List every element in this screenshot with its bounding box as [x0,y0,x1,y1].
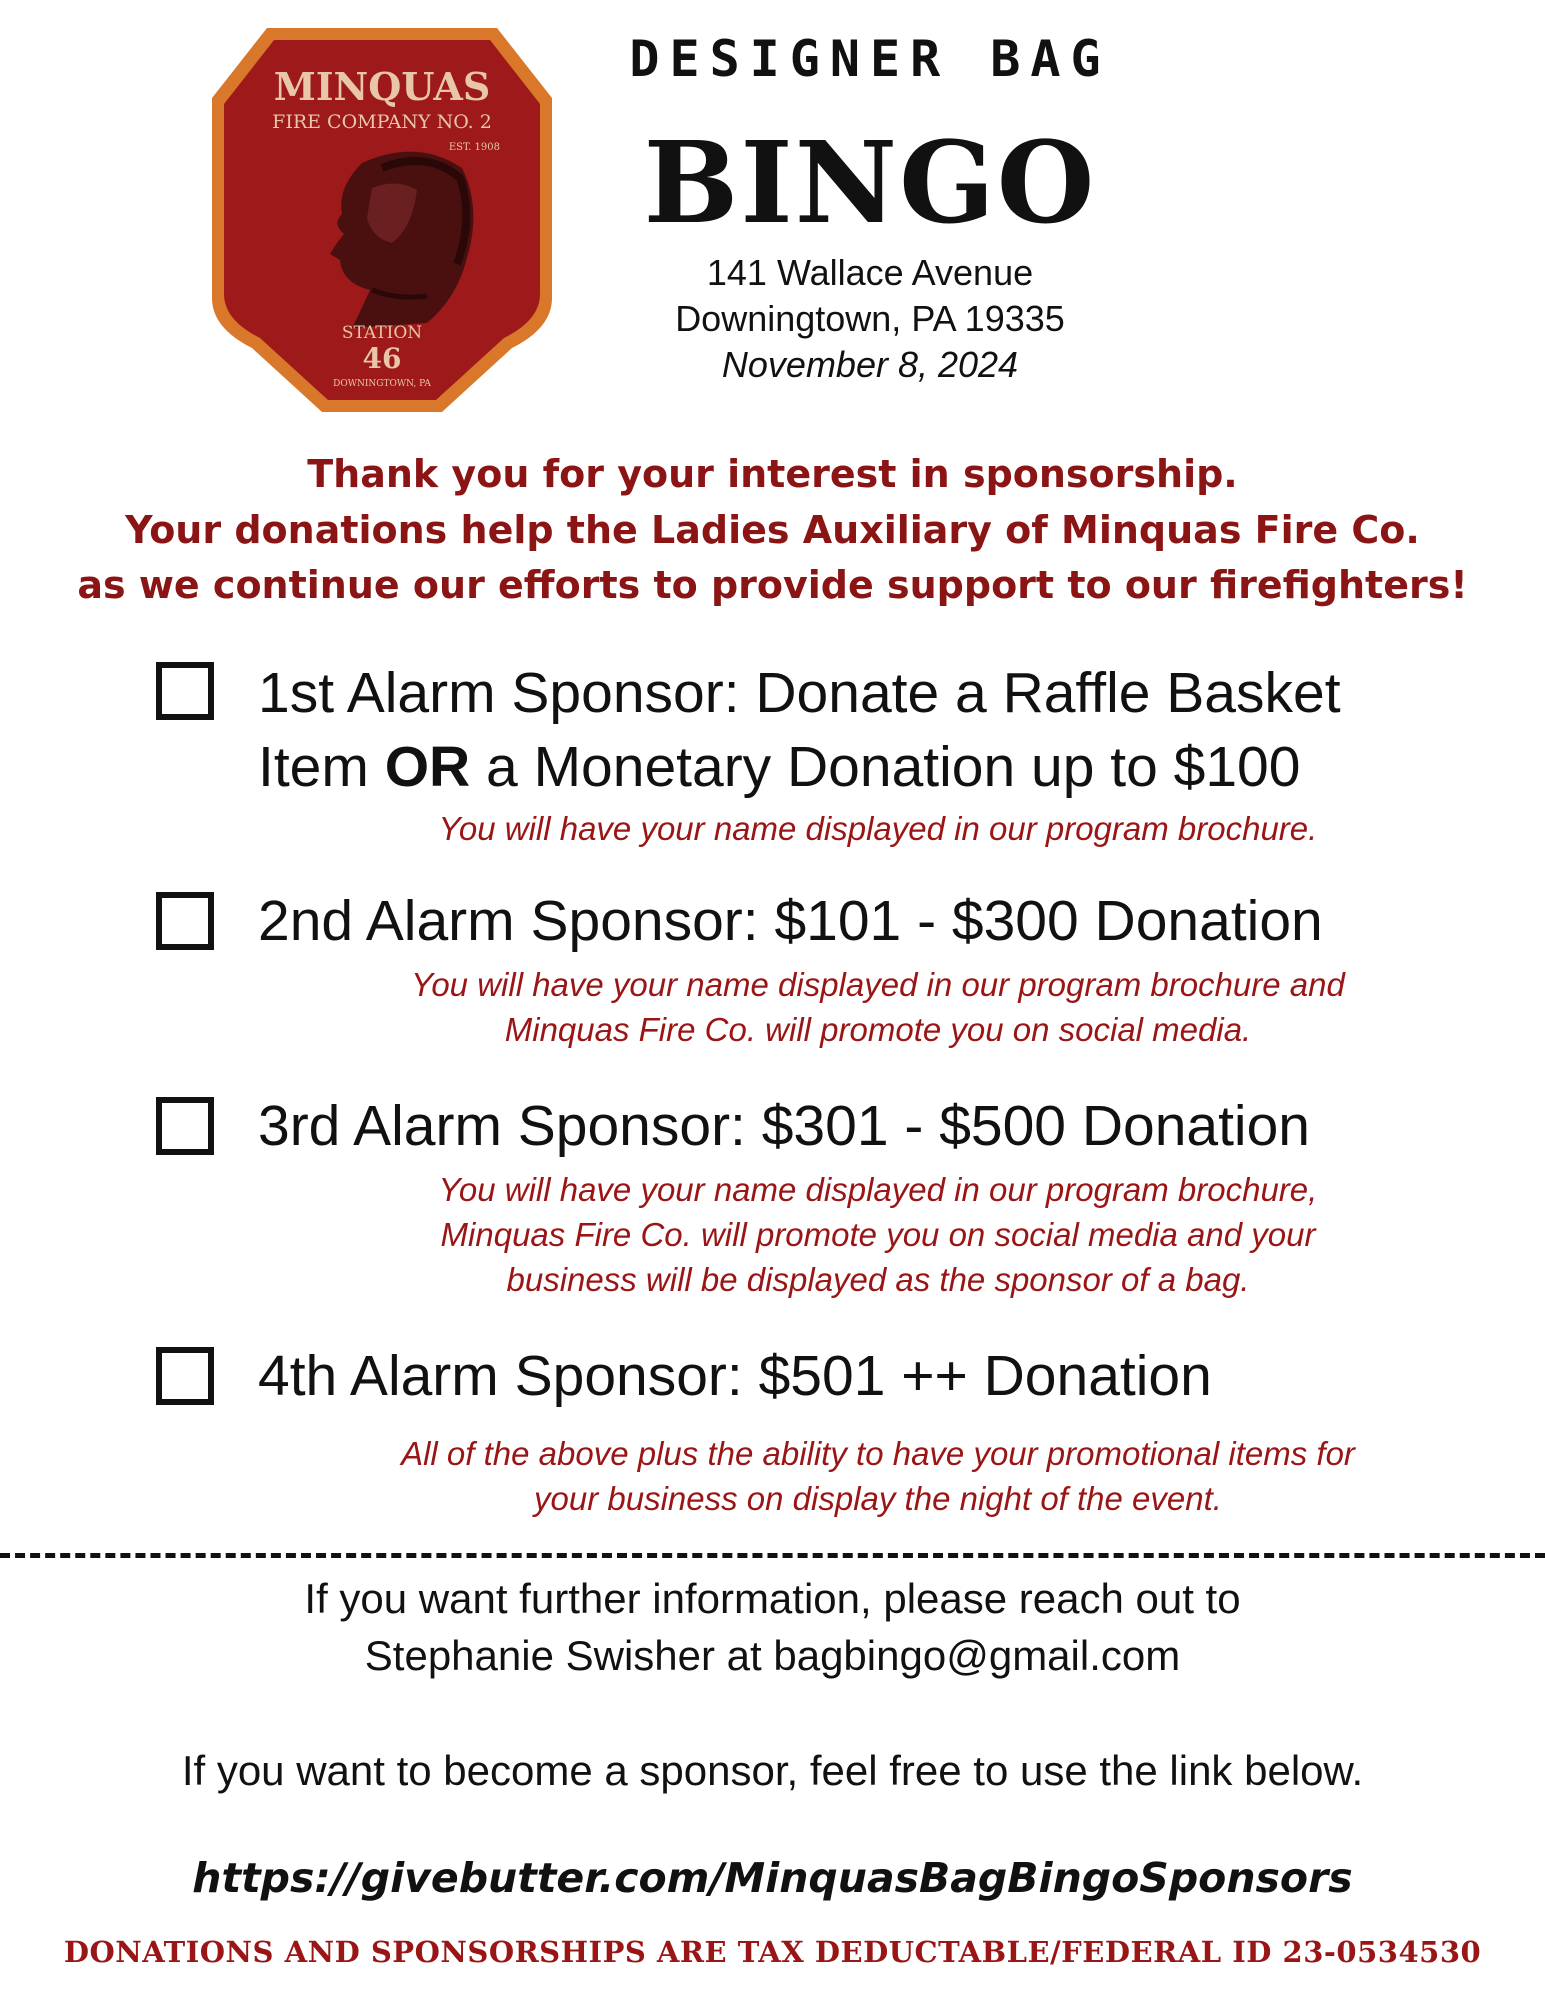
logo-station: STATION [341,323,423,343]
sponsor-line: If you want to become a sponsor, feel free to use the link below. [181,1747,1364,1794]
sponsor-1-note: You will have your name displayed in our program brochure. [438,810,1318,847]
logo-company: FIRE COMPANY NO. 2 [272,111,492,133]
sponsor-1-line2: Item OR a Monetary Donation up to $100 [258,735,1301,799]
sponsor-4-title: 4th Alarm Sponsor: $501 ++ Donation [258,1344,1212,1408]
logo-est: EST. 1908 [448,142,500,153]
sponsor-4-checkbox[interactable] [156,1347,214,1405]
event-date: November 8, 2024 [721,344,1019,385]
info-line1: If you want further information, please reach out to [304,1575,1241,1622]
event-title: BINGO [643,118,1097,249]
cut-line-divider [0,1553,1545,1558]
sponsor-3-title: 3rd Alarm Sponsor: $301 - $500 Donation [258,1094,1310,1158]
sponsor-link[interactable]: https://givebutter.com/MinquasBagBingoSponsors [192,1854,1353,1902]
sponsor-2-checkbox[interactable] [156,892,214,950]
event-subtitle: DESIGNER BAG [629,30,1111,88]
sponsor-3-checkbox[interactable] [156,1097,214,1155]
address-line2: Downingtown, PA 19335 [675,298,1065,339]
intro-line2: Your donations help the Ladies Auxiliary of Minquas Fire Co. [125,508,1420,552]
sponsor-1-title [258,656,1498,804]
sponsor-3-note: You will have your name displayed in our program brochure, Minquas Fire Co. will promote you on social media and your business will be displayed as the sponsor of a bag. [438,1171,1318,1298]
logo-town: DOWNINGTOWN, PA [333,379,431,389]
sponsor-2-title: 2nd Alarm Sponsor: $101 - $300 Donation [258,889,1323,953]
sponsor-1-checkbox[interactable] [156,662,214,720]
minquas-fire-company-logo [212,28,552,412]
info-line2: Stephanie Swisher at bagbingo@gmail.com [364,1632,1181,1679]
logo-name: MINQUAS [273,64,491,109]
sponsor-1-line1: 1st Alarm Sponsor: Donate a Raffle Basket [258,661,1341,725]
address-line1: 141 Wallace Avenue [706,252,1034,293]
sponsor-2-note: You will have your name displayed in our program brochure and Minquas Fire Co. will promote you on social media. [411,966,1345,1048]
intro-line1: Thank you for your interest in sponsorship. [307,452,1238,496]
intro-line3: as we continue our efforts to provide support to our firefighters! [77,563,1468,607]
sponsor-4-note: All of the above plus the ability to have your promotional items for your business on display the night of the event. [401,1435,1355,1517]
tax-deductible-note: DONATIONS AND SPONSORSHIPS ARE TAX DEDUCTABLE/FEDERAL ID 23-0534530 [63,1935,1482,1969]
logo-number: 46 [362,342,402,375]
